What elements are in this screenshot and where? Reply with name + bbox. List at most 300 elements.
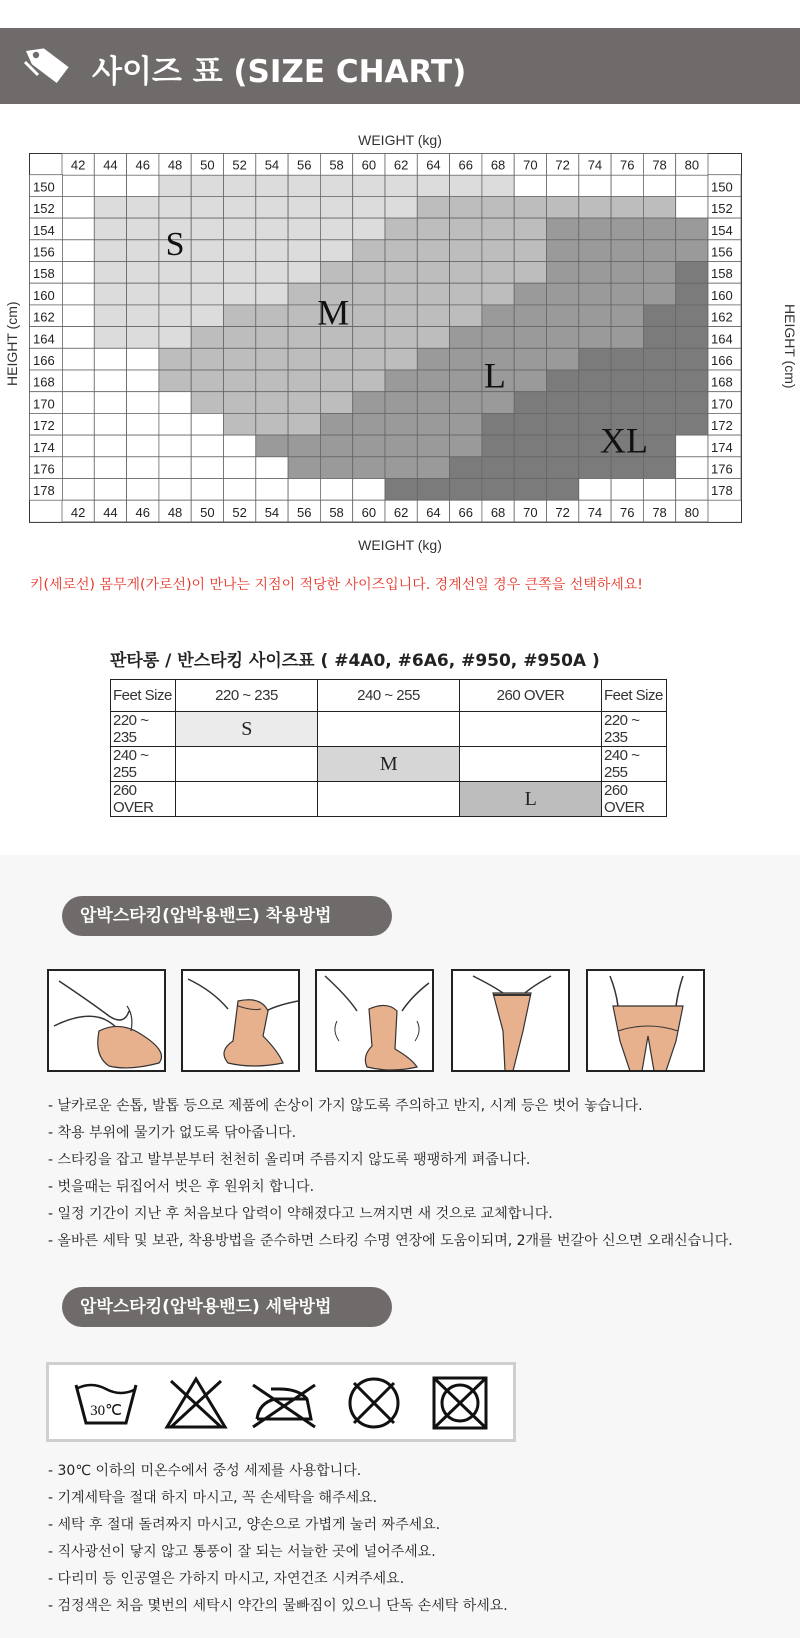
grid-cell [643, 392, 675, 414]
grid-cell [579, 196, 611, 218]
weight-tick-label: 60 [361, 157, 377, 173]
grid-cell [385, 283, 417, 305]
feet-size-cell-l: L [460, 782, 602, 817]
grid-cell [256, 479, 288, 501]
weight-tick-label: 60 [361, 504, 377, 520]
grid-cell [643, 479, 675, 501]
grid-cell [288, 457, 320, 479]
grid-cell [353, 240, 385, 262]
grid-cell [417, 262, 449, 284]
grid-cell [611, 348, 643, 370]
grid-cell [94, 305, 126, 327]
list-item: - 기계세탁을 절대 하지 마시고, 꼭 손세탁을 해주세요. [48, 1490, 378, 1506]
grid-cell [514, 413, 546, 435]
grid-cell [94, 348, 126, 370]
grid-cell [256, 305, 288, 327]
grid-cell [191, 175, 223, 197]
feet-empty-cell [460, 712, 602, 747]
weight-tick-label: 54 [264, 157, 280, 173]
list-item: - 다리미 등 인공열은 가하지 마시고, 자연건조 시켜주세요. [48, 1571, 405, 1587]
grid-cell [288, 175, 320, 197]
grid-cell [127, 262, 159, 284]
grid-cell [417, 348, 449, 370]
grid-cell [643, 283, 675, 305]
grid-cell [191, 479, 223, 501]
weight-axis-title-bottom: WEIGHT (kg) [358, 537, 442, 553]
table-row [111, 782, 667, 817]
grid-cell [450, 370, 482, 392]
grid-cell [482, 435, 514, 457]
height-tick-label: 150 [711, 179, 733, 195]
grid-cell [514, 175, 546, 197]
grid-cell [62, 305, 94, 327]
grid-cell [62, 392, 94, 414]
grid-cell [191, 327, 223, 349]
grid-cell [191, 262, 223, 284]
grid-cell [127, 348, 159, 370]
height-tick-label: 156 [33, 244, 55, 260]
grid-cell [320, 479, 352, 501]
grid-cell [611, 262, 643, 284]
grid-cell [224, 392, 256, 414]
grid-cell [127, 327, 159, 349]
feet-table-title: 판타롱 / 반스타킹 사이즈표 ( #4A0, #6A6, #950, #950A ) [110, 651, 600, 671]
grid-cell [159, 370, 191, 392]
weight-axis-title-top: WEIGHT (kg) [358, 132, 442, 148]
height-tick-label: 162 [33, 309, 55, 325]
height-tick-label: 170 [711, 396, 733, 412]
grid-cell [482, 262, 514, 284]
grid-cell [62, 413, 94, 435]
grid-cell [482, 305, 514, 327]
grid-cell [191, 370, 223, 392]
grid-cell [417, 305, 449, 327]
grid-cell [643, 305, 675, 327]
size-notice: 키(세로선) 몸무게(가로선)이 만나는 지점이 적당한 사이즈입니다. 경계선일 경우 큰쪽을 선택하세요! [30, 577, 643, 593]
grid-cell [288, 370, 320, 392]
grid-cell [547, 240, 579, 262]
grid-cell [256, 262, 288, 284]
grid-cell [547, 218, 579, 240]
grid-cell [159, 262, 191, 284]
care-symbols-box [46, 1362, 516, 1442]
grid-cell [514, 348, 546, 370]
grid-cell [127, 305, 159, 327]
grid-cell [62, 218, 94, 240]
grid-cell [159, 327, 191, 349]
grid-cell [450, 479, 482, 501]
grid-cell [256, 457, 288, 479]
grid-cell [127, 413, 159, 435]
grid-cell [450, 196, 482, 218]
grid-cell [611, 218, 643, 240]
grid-cell [385, 457, 417, 479]
grid-cell [224, 457, 256, 479]
grid-cell [514, 457, 546, 479]
grid-cell [579, 327, 611, 349]
weight-tick-label: 80 [684, 157, 700, 173]
feet-empty-cell [460, 747, 602, 782]
feet-row-label: 220 ~ 235 [111, 712, 176, 747]
grid-cell [676, 327, 708, 349]
grid-cell [514, 305, 546, 327]
grid-cell [547, 370, 579, 392]
weight-tick-label: 76 [620, 504, 635, 520]
grid-cell [224, 240, 256, 262]
weight-tick-label: 66 [458, 504, 473, 520]
grid-cell [676, 479, 708, 501]
height-tick-label: 176 [711, 461, 733, 477]
grid-cell [579, 262, 611, 284]
grid-cell [450, 348, 482, 370]
grid-cell [353, 435, 385, 457]
height-tick-label: 162 [711, 309, 733, 325]
list-item: - 검정색은 처음 몇번의 세탁시 약간의 물빠짐이 있으니 단독 손세탁 하세요. [48, 1598, 508, 1614]
grid-cell [353, 348, 385, 370]
feet-col-header: 260 OVER [460, 680, 602, 712]
grid-cell [417, 457, 449, 479]
grid-cell [62, 283, 94, 305]
grid-cell [450, 327, 482, 349]
grid-cell [676, 218, 708, 240]
weight-tick-label: 46 [135, 157, 150, 173]
weight-tick-label: 64 [426, 157, 441, 173]
grid-cell [353, 413, 385, 435]
grid-cell [579, 305, 611, 327]
weight-tick-label: 62 [393, 157, 409, 173]
no-bleach-icon [161, 1375, 231, 1431]
grid-cell [62, 327, 94, 349]
grid-cell [482, 283, 514, 305]
feet-empty-cell [318, 782, 460, 817]
washing-list [48, 1458, 508, 1620]
grid-cell [288, 196, 320, 218]
grid-cell [676, 392, 708, 414]
grid-cell [385, 392, 417, 414]
grid-cell [482, 218, 514, 240]
grid-cell [547, 435, 579, 457]
grid-cell [256, 392, 288, 414]
feet-table-corner: Feet Size [602, 680, 667, 712]
grid-cell [224, 196, 256, 218]
grid-cell [385, 196, 417, 218]
grid-cell [127, 435, 159, 457]
grid-cell [256, 327, 288, 349]
grid-cell [385, 479, 417, 501]
grid-cell [159, 413, 191, 435]
weight-tick-label: 78 [652, 504, 667, 520]
grid-cell [288, 305, 320, 327]
grid-cell [256, 240, 288, 262]
grid-cell [320, 370, 352, 392]
feet-empty-cell [176, 782, 318, 817]
grid-cell [417, 479, 449, 501]
grid-cell [611, 283, 643, 305]
height-tick-label: 178 [711, 483, 733, 499]
grid-cell [94, 370, 126, 392]
grid-cell [514, 392, 546, 414]
weight-tick-label: 52 [232, 157, 247, 173]
grid-cell [94, 283, 126, 305]
grid-cell [547, 479, 579, 501]
weight-tick-label: 54 [264, 504, 280, 520]
height-tick-label: 176 [33, 461, 55, 477]
list-item: - 날카로운 손톱, 발톱 등으로 제품에 손상이 가지 않도록 주의하고 반지, 시계 등은 벗어 놓습니다. [48, 1098, 643, 1114]
grid-cell [94, 435, 126, 457]
grid-cell [256, 348, 288, 370]
grid-cell [547, 175, 579, 197]
feet-row-label: 260 OVER [602, 782, 667, 817]
grid-cell [676, 175, 708, 197]
grid-cell [288, 240, 320, 262]
grid-cell [288, 392, 320, 414]
grid-cell [385, 240, 417, 262]
weight-tick-label: 52 [232, 504, 247, 520]
grid-cell [288, 218, 320, 240]
grid-cell [224, 327, 256, 349]
grid-cell [159, 283, 191, 305]
grid-cell [256, 283, 288, 305]
weight-tick-label: 66 [458, 157, 473, 173]
grid-cell [643, 413, 675, 435]
grid-cell [547, 283, 579, 305]
feet-row-label: 220 ~ 235 [602, 712, 667, 747]
grid-cell [159, 392, 191, 414]
grid-cell [417, 240, 449, 262]
no-iron-icon [249, 1375, 319, 1431]
grid-cell [385, 370, 417, 392]
feet-row-label: 260 OVER [111, 782, 176, 817]
grid-cell [94, 262, 126, 284]
weight-tick-label: 74 [587, 157, 603, 173]
grid-cell [353, 327, 385, 349]
grid-cell [62, 240, 94, 262]
list-item: - 30℃ 이하의 미온수에서 중성 세제를 사용합니다. [48, 1463, 362, 1479]
grid-cell [579, 348, 611, 370]
grid-cell [191, 305, 223, 327]
grid-cell [224, 413, 256, 435]
grid-cell [450, 240, 482, 262]
height-tick-label: 178 [33, 483, 55, 499]
height-tick-label: 154 [33, 222, 55, 238]
list-item: - 스타킹을 잡고 발부분부터 천천히 올리며 주름지지 않도록 팽팽하게 펴줍니다. [48, 1152, 531, 1168]
grid-cell [676, 348, 708, 370]
feet-col-header: 240 ~ 255 [318, 680, 460, 712]
grid-cell [127, 370, 159, 392]
grid-cell [127, 175, 159, 197]
grid-cell [353, 283, 385, 305]
grid-cell [320, 218, 352, 240]
grid-cell [94, 479, 126, 501]
grid-cell [62, 370, 94, 392]
height-tick-label: 160 [33, 287, 55, 303]
weight-tick-label: 50 [200, 504, 215, 520]
size-label-l: L [483, 355, 506, 396]
grid-cell [643, 457, 675, 479]
grid-cell [62, 196, 94, 218]
grid-cell [191, 283, 223, 305]
grid-cell [417, 327, 449, 349]
grid-cell [579, 392, 611, 414]
wash-temp-label: 30℃ [90, 1403, 122, 1419]
grid-cell [320, 435, 352, 457]
grid-cell [643, 435, 675, 457]
grid-cell [320, 262, 352, 284]
grid-cell [611, 327, 643, 349]
grid-cell [353, 175, 385, 197]
height-tick-label: 150 [33, 179, 55, 195]
height-axis-title-left: HEIGHT (cm) [4, 301, 20, 386]
grid-cell [643, 262, 675, 284]
grid-cell [320, 175, 352, 197]
feet-size-cell-m: M [318, 747, 460, 782]
grid-cell [288, 479, 320, 501]
grid-cell [159, 305, 191, 327]
grid-cell [547, 392, 579, 414]
grid-cell [385, 435, 417, 457]
weight-tick-label: 50 [200, 157, 215, 173]
grid-cell [611, 240, 643, 262]
list-item: - 세탁 후 절대 돌려짜지 마시고, 양손으로 가볍게 눌러 짜주세요. [48, 1517, 441, 1533]
grid-cell [643, 196, 675, 218]
step-1-fold-stocking-icon [47, 969, 166, 1072]
height-tick-label: 170 [33, 396, 55, 412]
grid-cell [514, 240, 546, 262]
weight-tick-label: 44 [103, 157, 118, 173]
feet-size-table [110, 679, 667, 817]
grid-cell [417, 283, 449, 305]
grid-cell [256, 175, 288, 197]
how-to-wear-title: 압박스타킹(압박용밴드) 착용방법 [62, 896, 392, 936]
grid-cell [353, 196, 385, 218]
grid-cell [353, 392, 385, 414]
grid-cell [224, 175, 256, 197]
height-tick-label: 164 [33, 331, 55, 347]
grid-cell [514, 327, 546, 349]
size-label-s: S [165, 225, 185, 263]
list-item: - 일정 기간이 지난 후 처음보다 압력이 약해졌다고 느껴지면 새 것으로 교체합니다. [48, 1206, 553, 1222]
no-tumble-dry-icon [425, 1375, 495, 1431]
header-bar [0, 28, 800, 104]
height-tick-label: 168 [711, 374, 733, 390]
grid-cell [611, 392, 643, 414]
grid-cell [676, 283, 708, 305]
grid-cell [450, 283, 482, 305]
height-tick-label: 164 [711, 331, 733, 347]
grid-cell [417, 392, 449, 414]
grid-cell [482, 413, 514, 435]
grid-cell [94, 175, 126, 197]
grid-cell [94, 196, 126, 218]
how-to-wear-list [48, 1093, 733, 1255]
grid-cell [514, 435, 546, 457]
grid-cell [127, 196, 159, 218]
feet-row-label: 240 ~ 255 [602, 747, 667, 782]
grid-cell [385, 413, 417, 435]
grid-cell [62, 262, 94, 284]
grid-cell [159, 435, 191, 457]
grid-cell [353, 479, 385, 501]
grid-cell [191, 457, 223, 479]
grid-cell [482, 196, 514, 218]
grid-cell [288, 327, 320, 349]
height-tick-label: 154 [711, 222, 733, 238]
grid-cell [450, 413, 482, 435]
height-axis-title-right: HEIGHT (cm) [782, 304, 798, 389]
weight-tick-label: 78 [652, 157, 667, 173]
weight-tick-label: 46 [135, 504, 150, 520]
grid-cell [417, 370, 449, 392]
grid-cell [482, 240, 514, 262]
grid-cell [385, 262, 417, 284]
list-item: - 직사광선이 닿지 않고 통풍이 잘 되는 서늘한 곳에 널어주세요. [48, 1544, 436, 1560]
weight-tick-label: 64 [426, 504, 441, 520]
grid-cell [320, 392, 352, 414]
grid-cell [224, 218, 256, 240]
step-2-insert-foot-icon [181, 969, 300, 1072]
grid-cell [224, 262, 256, 284]
height-tick-label: 172 [711, 418, 733, 434]
weight-tick-label: 68 [490, 157, 506, 173]
grid-cell [320, 413, 352, 435]
weight-tick-label: 44 [103, 504, 118, 520]
grid-cell [353, 457, 385, 479]
grid-cell [676, 370, 708, 392]
feet-size-cell-s: S [176, 712, 318, 747]
grid-cell [385, 348, 417, 370]
weight-tick-label: 70 [523, 504, 538, 520]
grid-cell [94, 218, 126, 240]
grid-cell [450, 305, 482, 327]
grid-cell [450, 392, 482, 414]
grid-cell [611, 196, 643, 218]
grid-cell [643, 370, 675, 392]
grid-cell [353, 218, 385, 240]
grid-cell [579, 479, 611, 501]
feet-table-corner: Feet Size [111, 680, 176, 712]
grid-cell [353, 262, 385, 284]
weight-tick-label: 68 [490, 504, 506, 520]
weight-tick-label: 76 [620, 157, 635, 173]
step-3-pull-up-calf-icon [315, 969, 434, 1072]
grid-cell [482, 327, 514, 349]
grid-cell [224, 348, 256, 370]
grid-cell [256, 413, 288, 435]
grid-cell [385, 327, 417, 349]
page-title: 사이즈 표 (SIZE CHART) [92, 54, 467, 90]
grid-cell [643, 175, 675, 197]
grid-cell [159, 348, 191, 370]
grid-cell [579, 175, 611, 197]
grid-cell [94, 392, 126, 414]
grid-cell [547, 348, 579, 370]
grid-cell [547, 196, 579, 218]
weight-tick-label: 58 [329, 504, 344, 520]
height-tick-label: 168 [33, 374, 55, 390]
height-tick-label: 160 [711, 287, 733, 303]
grid-cell [514, 370, 546, 392]
grid-cell [611, 305, 643, 327]
grid-cell [514, 283, 546, 305]
grid-cell [320, 457, 352, 479]
grid-cell [127, 479, 159, 501]
grid-cell [482, 175, 514, 197]
grid-cell [353, 370, 385, 392]
size-label-xl: XL [600, 420, 649, 461]
grid-cell [191, 348, 223, 370]
grid-cell [547, 327, 579, 349]
grid-cell [514, 196, 546, 218]
